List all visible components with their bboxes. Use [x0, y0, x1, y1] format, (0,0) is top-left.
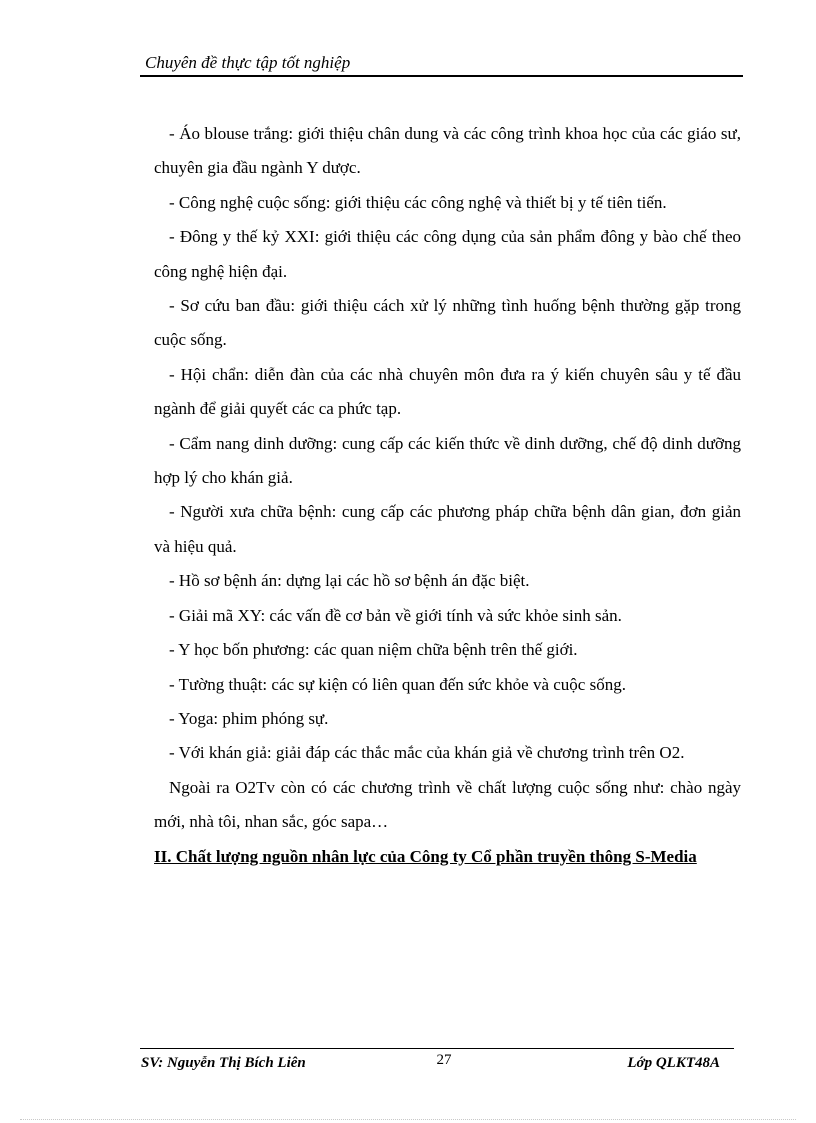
paragraph-ao-blouse-trang: - Áo blouse trắng: giới thiệu chân dung và các công trình khoa học của các giáo sư, chuyên gia đầu ngành Y dược.	[154, 124, 741, 178]
footer-class: Lớp QLKT48A	[627, 1055, 720, 1071]
footer-author: SV: Nguyễn Thị Bích Liên	[141, 1055, 306, 1071]
paragraph-dong-y-the-ky-xxi: - Đông y thế kỷ XXI: giới thiệu các công dụng của sản phẩm đông y bào chế theo công nghệ hiện đại.	[154, 227, 741, 281]
paragraph-voi-khan-gia: - Với khán giả: giải đáp các thắc mắc của khán giả về chương trình trên O2.	[169, 743, 685, 763]
paragraph-hoi-chan: - Hội chẩn: diễn đàn của các nhà chuyên môn đưa ra ý kiến chuyên sâu y tế đầu ngành để giải quyết các ca phức tạp.	[154, 364, 741, 419]
paragraph-ho-so-benh-an: - Hồ sơ bệnh án: dựng lại các hồ sơ bệnh án đặc biệt.	[169, 571, 530, 591]
paragraph-cong-nghe-cuoc-song: - Công nghệ cuộc sống: giới thiệu các công nghệ và thiết bị y tế tiên tiến.	[169, 192, 667, 212]
paragraph-nguoi-xua-chua-benh: - Người xưa chữa bệnh: cung cấp các phương pháp chữa bệnh dân gian, đơn giản và hiệu quả.	[154, 502, 741, 556]
paragraph-y-hoc-bon-phuong: - Y học bốn phương: các quan niệm chữa bệnh trên thế giới.	[169, 640, 578, 660]
paragraph-cam-nang-dinh-duong: - Cẩm nang dinh dưỡng: cung cấp các kiến thức về dinh dưỡng, chế độ dinh dưỡng hợp lý cho khán giả.	[154, 433, 741, 488]
paragraph-giai-ma-xy: - Giải mã XY: các vấn đề cơ bản về giới tính và sức khỏe sinh sản.	[169, 605, 622, 625]
header-divider	[140, 75, 743, 77]
footer-divider	[140, 1048, 734, 1049]
page-number: 27	[436, 1052, 452, 1068]
paragraph-tuong-thuat: - Tường thuật: các sự kiện có liên quan đến sức khỏe và cuộc sống.	[169, 674, 626, 694]
page-header-title: Chuyên đề thực tập tốt nghiệp	[145, 53, 351, 72]
paragraph-yoga: - Yoga: phim phóng sự.	[169, 708, 329, 728]
section-heading: II. Chất lượng nguồn nhân lực của Công ty Cổ phần truyền thông S-Media	[154, 846, 697, 866]
paragraph-so-cuu-ban-dau: - Sơ cứu ban đầu: giới thiệu cách xử lý những tình huống bệnh thường gặp trong cuộc sống.	[154, 296, 741, 350]
paragraph-ngoai-ra-o2tv: Ngoài ra O2Tv còn có các chương trình về chất lượng cuộc sống như: chào ngày mới, nhà tôi, nhan sắc, góc sapa…	[154, 777, 741, 832]
document-body	[154, 117, 741, 874]
page-bottom-edge	[20, 1119, 796, 1120]
